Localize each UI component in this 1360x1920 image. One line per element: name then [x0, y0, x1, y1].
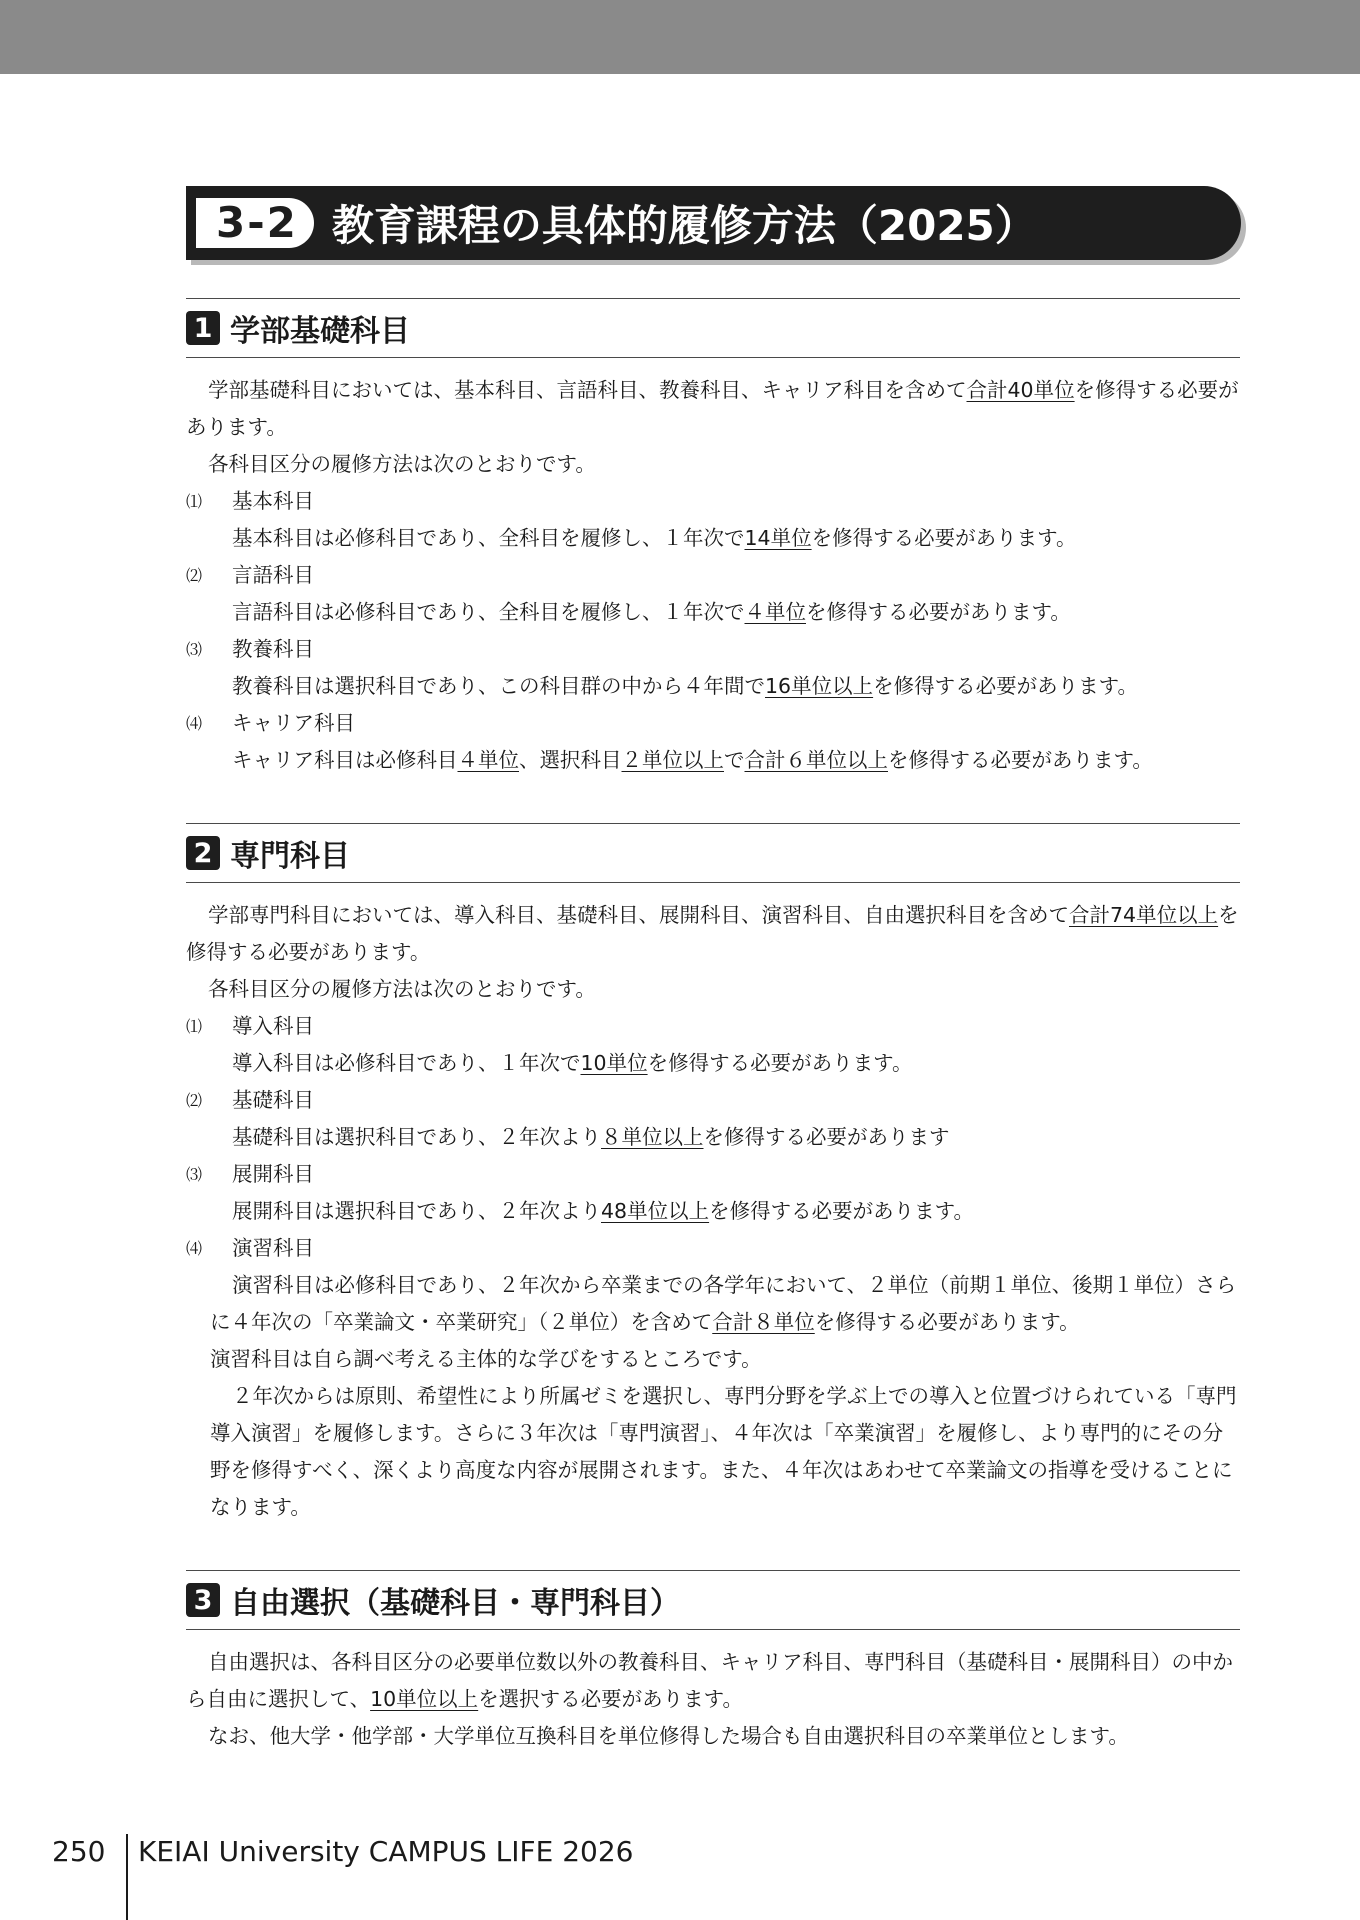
intro-paragraph: 学部専門科目においては、導入科目、基礎科目、展開科目、演習科目、自由選択科目を含めて合計74単位以上を修得する必要があります。 — [186, 903, 1239, 964]
section-number-badge: 3 — [186, 1583, 220, 1617]
section-title: 自由選択（基礎科目・専門科目） — [230, 1586, 680, 1621]
section-body — [186, 897, 1240, 1526]
list-item — [186, 631, 1240, 705]
list-item — [186, 557, 1240, 631]
item-title: キャリア科目 — [232, 711, 355, 735]
chapter-title: 教育課程の具体的履修方法（2025） — [331, 201, 1037, 250]
intro-paragraph: 自由選択は、各科目区分の必要単位数以外の教養科目、キャリア科目、専門科目（基礎科目・展開科目）の中から自由に選択して、10単位以上を選択する必要があります。 — [186, 1650, 1233, 1711]
item-description: キャリア科目は必修科目４単位、選択科目２単位以上で合計６単位以上を修得する必要があります。 — [232, 748, 1153, 772]
list-item — [186, 483, 1240, 557]
item-description: 言語科目は必修科目であり、全科目を履修し、１年次で４単位を修得する必要があります。 — [232, 600, 1071, 624]
list-item — [186, 1230, 1240, 1526]
item-number: ⑶ — [186, 1165, 203, 1184]
section-title: 専門科目 — [230, 839, 350, 874]
section-free-elective — [186, 1570, 1240, 1755]
list-item — [186, 1082, 1240, 1156]
item-title: 導入科目 — [232, 1014, 314, 1038]
section-number-badge: 2 — [186, 836, 220, 870]
section-body — [186, 372, 1240, 779]
item-number: ⑵ — [186, 566, 203, 585]
intro-paragraph: 学部基礎科目においては、基本科目、言語科目、教養科目、キャリア科目を含めて合計40単位を修得する必要があります。 — [186, 378, 1239, 439]
item-description: 演習科目は必修科目であり、２年次から卒業までの各学年において、２単位（前期１単位、後期１単位）さらに４年次の「卒業論文・卒業研究」（２単位）を含めて合計８単位を修得する必要があります。 — [210, 1273, 1237, 1334]
footer-divider — [126, 1834, 128, 1920]
section-number-badge: 1 — [186, 311, 220, 345]
item-title: 基本科目 — [232, 489, 314, 513]
note-text: なお、他大学・他学部・大学単位互換科目を単位修得した場合も自由選択科目の卒業単位とします。 — [208, 1724, 1129, 1748]
item-description: 基本科目は必修科目であり、全科目を履修し、１年次で14単位を修得する必要があります。 — [232, 526, 1077, 550]
list-item — [186, 705, 1240, 779]
item-title: 基礎科目 — [232, 1088, 314, 1112]
item-number: ⑴ — [186, 1017, 203, 1036]
item-note: 演習科目は自ら調べ考える主体的な学びをするところです。 — [210, 1347, 762, 1371]
item-description: 教養科目は選択科目であり、この科目群の中から４年間で16単位以上を修得する必要があります。 — [232, 674, 1138, 698]
section-body — [186, 1644, 1240, 1755]
list-item — [186, 1008, 1240, 1082]
section-basic-subjects — [186, 298, 1240, 779]
main-content — [186, 298, 1240, 1799]
section-heading — [186, 1570, 1240, 1630]
item-title: 演習科目 — [232, 1236, 314, 1260]
item-number: ⑷ — [186, 1239, 203, 1258]
footer-publication-title: KEIAI University CAMPUS LIFE 2026 — [138, 1835, 634, 1868]
item-number: ⑵ — [186, 1091, 203, 1110]
chapter-number: 3-2 — [196, 198, 314, 248]
section-specialized-subjects — [186, 823, 1240, 1526]
item-number: ⑷ — [186, 714, 203, 733]
item-title: 教養科目 — [232, 637, 314, 661]
item-description: 導入科目は必修科目であり、１年次で10単位を修得する必要があります。 — [232, 1051, 913, 1075]
item-title: 展開科目 — [232, 1162, 314, 1186]
item-number: ⑴ — [186, 492, 203, 511]
required-credits: 合計74単位以上 — [1069, 903, 1219, 927]
item-title: 言語科目 — [232, 563, 314, 587]
section-heading — [186, 823, 1240, 883]
section-heading — [186, 298, 1240, 358]
item-number: ⑶ — [186, 640, 203, 659]
method-text: 各科目区分の履修方法は次のとおりです。 — [208, 977, 596, 1001]
top-gray-bar — [0, 0, 1360, 74]
page-number: 250 — [52, 1835, 106, 1868]
item-description: 展開科目は選択科目であり、２年次より48単位以上を修得する必要があります。 — [232, 1199, 974, 1223]
chapter-banner — [186, 186, 1241, 260]
required-credits: 合計40単位 — [966, 378, 1075, 402]
list-item — [186, 1156, 1240, 1230]
item-description: 基礎科目は選択科目であり、２年次より８単位以上を修得する必要があります — [232, 1125, 950, 1149]
item-note: ２年次からは原則、希望性により所属ゼミを選択し、専門分野を学ぶ上での導入と位置づけられている「専門導入演習」を履修します。さらに３年次は「専門演習」、４年次は「卒業演習」を履修し、より専門的にその分野を修得すべく、深くより高度な内容が展開されます。また、４年次はあわせて卒業論文の指導を受けることになります。 — [210, 1384, 1237, 1519]
section-title: 学部基礎科目 — [230, 314, 410, 349]
required-credits: 10単位以上 — [370, 1687, 479, 1711]
page-footer — [0, 1826, 1360, 1920]
method-text: 各科目区分の履修方法は次のとおりです。 — [208, 452, 596, 476]
